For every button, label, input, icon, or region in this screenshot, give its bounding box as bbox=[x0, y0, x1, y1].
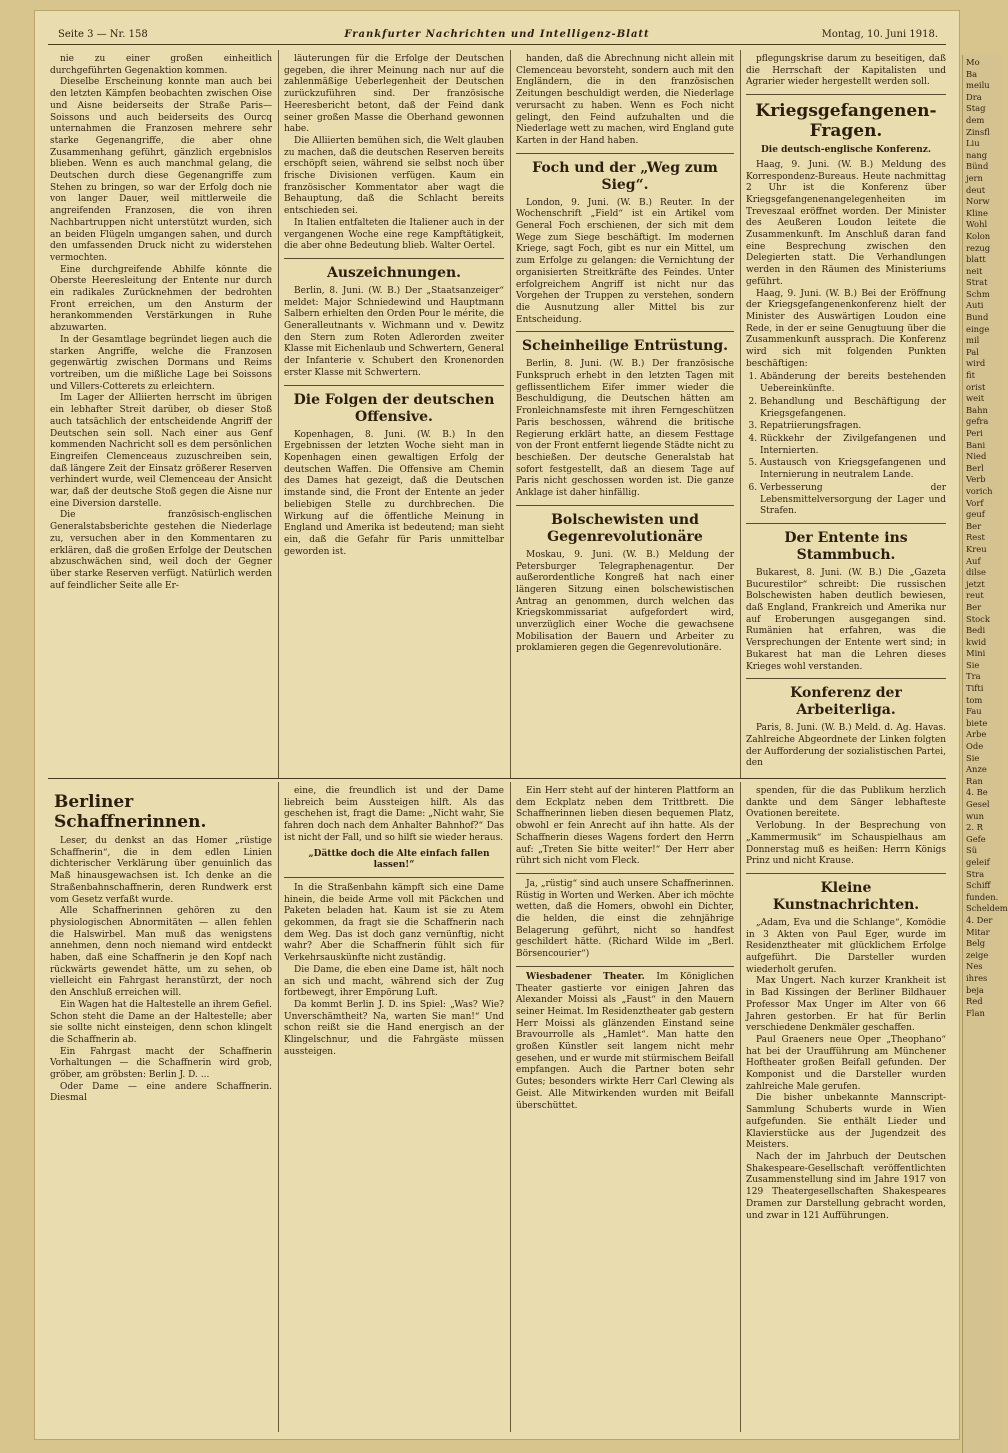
edge-fragment-line: Mo bbox=[966, 57, 980, 67]
header-date: Montag, 10. Juni 1918. bbox=[821, 29, 938, 40]
section-heading-foch: Foch und der „Weg zum Sieg“. bbox=[532, 159, 718, 193]
edge-fragment-line: Verb bbox=[966, 474, 986, 485]
edge-fragment-line: Tra bbox=[966, 671, 981, 682]
edge-fragment-line: Ber bbox=[966, 601, 982, 612]
edge-fragment-line: Stag bbox=[966, 103, 986, 114]
article-paragraph: London, 9. Juni. (W. B.) Reuter. In der Wochenschrift „Field“ ist ein Artikel vom General Foch erschienen, der sich mit dem Wege zum Siege beschäftigt. Im modernen Kriege, sagt Foch, gibt es nur ein Mittel, um zum Erfolge zu gelangen: die Vernichtung der organisierten Streitkräfte des Feindes. Unter erfolgreichem Angriff ist nicht nur das Vorgehen der Truppen zu verstehen, sondern die Ausnutzung aller Mittel bis zur Entscheidung. bbox=[516, 197, 734, 325]
section-heading-offensive: Die Folgen der deutschen Offensive. bbox=[293, 391, 495, 425]
edge-fragment-line: 2. R bbox=[966, 822, 983, 833]
news-item: Nach der im Jahrbuch der Deutschen Shakespeare-Gesellschaft veröffentlichten Zusammenstellung sind im Jahre 1917 von 129 Theatergesellschaften Shakespeares Dramen zur Darstellung gebracht worden, und zwar in 121 Aufführungen. bbox=[746, 1151, 946, 1221]
divider bbox=[746, 523, 946, 524]
article-paragraph: spenden, für die das Publikum herzlich dankte und dem Sänger lebhafteste Ovationen bereitete. bbox=[746, 786, 946, 820]
edge-fragment-line: Stock bbox=[966, 613, 990, 624]
article-column-1 bbox=[50, 54, 272, 774]
edge-fragment-line: Peri bbox=[966, 428, 983, 438]
article-paragraph: Alle Schaffnerinnen gehören zu den physiologischen Abnormitäten — allen fehlen die Halswirbel. Man muß das wenigstens annehmen, denn noch niemand wird entdeckt haben, daß eine Schaffnerin je den Kopf nach rückwärts gewendet hätte, um zu sehen, ob vielleicht ein Fahrgast heranstürzt, der noch den Anschluß erreichen will. bbox=[50, 906, 272, 999]
divider bbox=[284, 258, 504, 259]
news-item: Die bisher unbekannte Mannscript-Sammlung Schuberts wurde in Wien aufgefunden. Sie enthält Lieder und Klavierstücke aus der Jugendzeit des Meisters. bbox=[746, 1093, 946, 1151]
edge-fragment-line: ihres bbox=[966, 972, 988, 983]
edge-fragment-line: Anze bbox=[966, 764, 987, 775]
article-paragraph: pflegungskrise darum zu beseitigen, daß die Herrschaft der Kapitalisten und Agrarier wieder hergestellt werden soll. bbox=[746, 54, 946, 88]
edge-fragment-line: Sie bbox=[966, 659, 980, 670]
edge-fragment-line: Mitar bbox=[966, 926, 990, 937]
feuilleton-column-2 bbox=[284, 786, 504, 1432]
section-heading-entruestung: Scheinheilige Entrüstung. bbox=[521, 338, 729, 355]
article-column-2 bbox=[284, 54, 504, 774]
edge-fragment-line: reut bbox=[966, 590, 984, 601]
edge-fragment-line: fit bbox=[966, 370, 975, 381]
news-item: Paul Graeners neue Oper „Theophano“ hat bei der Uraufführung am Münchener Hoftheater großen Beifall gefunden. Der Komponist und die Darsteller wurden zahlreiche Male gerufen. bbox=[746, 1034, 946, 1092]
edge-fragment-line: Auti bbox=[966, 300, 984, 311]
edge-fragment-line: Bahn bbox=[966, 404, 988, 415]
section-heading-stammbuch: Der Entente ins Stammbuch. bbox=[784, 529, 908, 563]
article-paragraph: Berlin, 8. Juni. (W. B.) Der „Staatsanzeiger“ meldet: Major Schniedewind und Hauptmann Salbern erhielten den Orden Pour le mérite, die Generalleutnants v. Wichmann und v. Dewitz den Stern zum Roten Adlerorden zweiter Klasse mit Eichenlaub und Schwertern, General der Infanterie v. Schubert den Kronenorden erster Klasse mit Schwertern. bbox=[284, 285, 504, 378]
edge-fragment-line: dilse bbox=[966, 567, 986, 578]
edge-fragment-line: neit bbox=[966, 265, 983, 276]
column-rule bbox=[278, 782, 279, 1432]
edge-fragment-line: biete bbox=[966, 717, 988, 728]
edge-fragment-line: Nes bbox=[966, 961, 983, 972]
article-paragraph: Paris, 8. Juni. (W. B.) Meld. d. Ag. Havas. Zahlreiche Abgeordnete der Linken folgten der Aufforderung der sozialistischen Partei, den bbox=[746, 723, 946, 769]
conference-points-list bbox=[760, 372, 946, 517]
edge-fragment-line: jern bbox=[966, 172, 983, 183]
news-item: „Adam, Eva und die Schlange“, Komödie in 3 Akten von Paul Eger, wurde im Residenztheater mit glücklichem Erfolge aufgeführt. Die Darsteller wurden wiederholt gerufen. bbox=[746, 917, 946, 975]
edge-fragment-line: Wohl bbox=[966, 219, 988, 230]
edge-fragment-line: Schiff bbox=[966, 880, 991, 891]
article-paragraph: Die Dame, die eben eine Dame ist, hält noch an sich und macht, während sich der Zug fortbewegt, ihrer Empörung Luft. bbox=[284, 964, 504, 999]
edge-fragment-line: wird bbox=[966, 358, 986, 369]
section-heading-arbeiterliga: Konferenz der Arbeiterliga. bbox=[790, 685, 902, 719]
article-paragraph: Die Alliierten bemühen sich, die Welt glauben zu machen, daß die deutschen Reserven bereits erschöpft seien, während sie selbst noch über frische Divisionen verfügen. Kaum ein französischer Kommentator aber wagt die Behauptung, daß die Schlacht bereits entschieden sei. bbox=[284, 135, 504, 217]
edge-fragment-line: Scheldem bbox=[966, 903, 1008, 914]
article-column-4 bbox=[746, 54, 946, 774]
article-paragraph: Kopenhagen, 8. Juni. (W. B.) In den Ergebnissen der letzten Woche sieht man in Kopenhagen einen gewaltigen Erfolg der deutschen Waffen. Die Offensive am Chemin des Dames hat gezeigt, daß die Deutschen imstande sind, die Front der Entente an jeder beliebigen Stelle zu durchbrechen. Die Wirkung auf die öffentliche Meinung in England und Amerika ist bedeutend; man sieht ein, daß die Gefahr für Paris unmittelbar geworden ist. bbox=[284, 429, 504, 557]
edge-fragment-line: Berl bbox=[966, 462, 984, 473]
feuilleton-title: Berliner Schaffnerinnen. bbox=[54, 792, 207, 832]
page-header bbox=[48, 28, 946, 45]
article-paragraph: Ein Fahrgast macht der Schaffnerin Vorhaltungen — die Schaffnerin wird grob, gröber, am gröbsten: Berlin J. D. ... bbox=[50, 1046, 272, 1081]
adjacent-page-edge bbox=[962, 55, 1008, 1453]
divider bbox=[746, 873, 946, 874]
edge-fragment-line: vorich bbox=[966, 485, 993, 496]
edge-fragment-line: meilu bbox=[966, 80, 990, 91]
divider bbox=[284, 385, 504, 386]
article-paragraph: Ein Wagen hat die Haltestelle an ihrem Gefiel. Schon steht die Dame an der Haltestelle; aber sie sollte nicht einsteigen, denn schon klingelt die Schaffnerin ab. bbox=[50, 999, 272, 1045]
newspaper-page bbox=[34, 10, 960, 1440]
edge-fragment-line: Dra bbox=[966, 91, 982, 102]
edge-fragment-line: Ode bbox=[966, 741, 984, 752]
column-rule bbox=[510, 782, 511, 1432]
article-paragraph: Leser, du denkst an das Homer „rüstige Schaffnerin“, die in dem edlen Linien dichterischer Verklärung über genuinlich das Maß hinausgewachsen ist. Ich denke an die Straßenbahnschaffnerin, deren Rundwerk erst vom Gesetz verfaßt wurde. bbox=[50, 836, 272, 905]
edge-fragment-line: Fau bbox=[966, 706, 982, 717]
divider bbox=[516, 873, 734, 874]
article-paragraph: läuterungen für die Erfolge der Deutschen gegeben, die ihrer Meinung nach nur auf die zahlenmäßige Ueberlegenheit der Deutschen zurückzuführen sind. Der französische Heeresbericht betont, daß der Feind dank seiner großen Masse die Oberhand gewonnen habe. bbox=[284, 54, 504, 135]
article-paragraph: Da kommt Berlin J. D. ins Spiel: „Was? Wie? Unverschämtheit? Na, warten Sie man!“ Und schon reißt sie die Hand energisch an der Klingelschnur, und die Fahrgäste müssen aussteigen. bbox=[284, 999, 504, 1057]
edge-fragment-line: Stra bbox=[966, 868, 985, 879]
divider bbox=[746, 94, 946, 95]
edge-fragment-line: Norw bbox=[966, 196, 990, 207]
edge-fragment-line: Pal bbox=[966, 346, 979, 357]
article-paragraph: In die Straßenbahn kämpft sich eine Dame hinein, die beide Arme voll mit Päckchen und Paketen beladen hat. Kaum ist sie zu Atem gekommen, da fragt sie die Schaffnerin nach dem Weg. Das ist doch ganz vernünftig, nicht wahr? Aber die Schaffnerin fühlt sich für Verkehrsauskünfte nicht zuständig. bbox=[284, 882, 504, 964]
list-item: 5. Austausch von Kriegsgefangenen und Internierung in neutralem Lande. bbox=[760, 458, 946, 481]
article-paragraph: eine, die freundlich ist und der Dame liebreich beim Aussteigen hilft. Als das geschehen ist, fragt die Dame: „Nicht wahr, Sie fahren doch nach dem Anhalter Bahnhof?“ Das ist nicht der Fall, und so hilft sie wieder heraus. bbox=[284, 786, 504, 843]
article-paragraph: Moskau, 9. Juni. (W. B.) Meldung der Petersburger Telegraphenagentur. Der außerordentliche Kongreß hat nach einer längeren Sitzung einen bolschewistischen Antrag an genommen, durch welchen das Kriegskommissariat aufgefordert wird, unverzüglich einer Woche die gewachsene Mobilisation der Bauern und Arbeiter zu proklamieren gegen die Gegenrevolutionäre. bbox=[516, 549, 734, 654]
edge-fragment-line: Ba bbox=[966, 68, 978, 79]
edge-fragment-line: Kreu bbox=[966, 543, 987, 554]
edge-fragment-line: Bund bbox=[966, 312, 989, 323]
section-heading-kriegsgefangene: Kriegsgefangenen-Fragen. bbox=[755, 101, 937, 142]
divider bbox=[516, 331, 734, 332]
article-paragraph: Eine durchgreifende Abhilfe könnte die Oberste Heeresleitung der Entente nur durch ein radikales Zurücknehmen der bedrohten Front erreichen, um den Ansturm der herankommenden Verstärkungen in Ruhe abzuwarten. bbox=[50, 264, 272, 334]
article-paragraph: Bukarest, 8. Juni. (W. B.) Die „Gazeta Bucurestilor“ schreibt: Die russischen Bolschewisten haben deutlich bewiesen, daß England, Frankreich und Amerika nur auf Eroberungen ausgegangen sind. Rumänien hat erfahren, was die Versprechungen der Entente wert sind; in Bukarest hat man die Lehren dieses Krieges wohl verstanden. bbox=[746, 567, 946, 672]
edge-fragment-line: Gefe bbox=[966, 833, 986, 844]
list-item: 3. Repatriierungsfragen. bbox=[760, 421, 946, 433]
section-divider bbox=[48, 778, 946, 779]
edge-fragment-line: Liu bbox=[966, 138, 980, 149]
edge-fragment-line: geleif bbox=[966, 856, 990, 867]
header-newspaper-title: Frankfurter Nachrichten und Intelligenz-Blatt bbox=[344, 29, 650, 40]
divider bbox=[516, 153, 734, 154]
news-item: Max Ungert. Nach kurzer Krankheit ist in Bad Kissingen der Berliner Bildhauer Professor Max Unger im Alter von 66 Jahren gestorben. Er hat für Berlin verschiedene Denkmäler geschaffen. bbox=[746, 976, 946, 1034]
article-paragraph: Verlobung. In der Besprechung von „Kammermusik“ im Schauspielhaus am Donnerstag muß es heißen: Herrn Königs Prinz und nicht Krause. bbox=[746, 821, 946, 867]
edge-fragment-line: nang bbox=[966, 149, 988, 160]
edge-fragment-line: gefra bbox=[966, 416, 989, 427]
edge-fragment-line: funden. bbox=[966, 891, 999, 902]
article-paragraph: nie zu einer großen einheitlich durchgeführten Gegenaktion kommen. bbox=[50, 54, 272, 76]
article-column-3 bbox=[516, 54, 734, 774]
header-page-number: Seite 3 — Nr. 158 bbox=[58, 29, 148, 40]
article-paragraph: handen, daß die Abrechnung nicht allein mit Clemenceau bevorsteht, sondern auch mit den Engländern, die in den französischen Zeitungen beschuldigt werden, die Niederlage verursacht zu haben. Wenn es Foch nicht gelingt, den Feind aufzuhalten und die Niederlage wett zu machen, wird England gute Karten in der Hand haben. bbox=[516, 54, 734, 146]
list-item: 1. Abänderung der bereits bestehenden Uebereinkünfte. bbox=[760, 372, 946, 395]
edge-fragment-line: Nied bbox=[966, 451, 987, 462]
edge-fragment-line: Bünd bbox=[966, 161, 989, 172]
edge-fragment-line: dem bbox=[966, 114, 985, 125]
edge-fragment-line: einge bbox=[966, 323, 990, 334]
edge-fragment-line: Kolon bbox=[966, 230, 991, 241]
feuilleton-column-1 bbox=[50, 786, 272, 1432]
quote-line: „Dättke doch die Alte einfach fallen lassen!“ bbox=[308, 848, 490, 871]
edge-fragment-line: Strat bbox=[966, 277, 988, 288]
adjacent-page-fragments bbox=[963, 55, 1008, 1019]
edge-fragment-line: beja bbox=[966, 984, 984, 995]
column-rule bbox=[740, 50, 741, 778]
divider bbox=[516, 966, 734, 967]
column-rule bbox=[740, 782, 741, 1432]
feuilleton-column-4 bbox=[746, 786, 946, 1432]
column-rule bbox=[510, 50, 511, 778]
column-rule bbox=[278, 50, 279, 778]
section-heading-bolschewisten: Bolschewisten und Gegenrevolutionäre bbox=[547, 511, 703, 545]
theater-heading: Wiesbadener Theater. bbox=[526, 971, 645, 982]
edge-fragment-line: Zinsfl bbox=[966, 126, 990, 137]
edge-fragment-line: wun bbox=[966, 810, 984, 821]
list-item: 4. Rückkehr der Zivilgefangenen und Internierten. bbox=[760, 434, 946, 457]
article-paragraph: In Italien entfalteten die Italiener auch in der vergangenen Woche eine rege Kampftätigkeit, die aber ohne Bedeutung blieb. Walter Oertel. bbox=[284, 217, 504, 252]
divider bbox=[284, 877, 504, 878]
edge-fragment-line: Rest bbox=[966, 532, 985, 543]
edge-fragment-line: Ran bbox=[966, 775, 983, 786]
edge-fragment-line: tom bbox=[966, 694, 983, 705]
edge-fragment-line: kwid bbox=[966, 636, 987, 647]
edge-fragment-line: rezug bbox=[966, 242, 991, 253]
edge-fragment-line: Gesel bbox=[966, 799, 990, 809]
edge-fragment-line: zeige bbox=[966, 949, 989, 960]
edge-fragment-line: Sie bbox=[966, 752, 980, 763]
feuilleton-column-3 bbox=[516, 786, 734, 1432]
edge-fragment-line: 4. Be bbox=[966, 787, 988, 798]
edge-fragment-line: Flan bbox=[966, 1007, 985, 1018]
article-paragraph: Die französisch-englischen Generalstabsberichte gestehen die Niederlage zu, versuchen aber in den Kommentaren zu erklären, daß die großen Erfolge der Deutschen abzuschwächen sind, weil doch der Gegner über starke Reserven verfügt. Natürlich werden auf feindlicher Seite alle Er- bbox=[50, 510, 272, 591]
edge-fragment-line: Kline bbox=[966, 207, 988, 218]
edge-fragment-line: Schm bbox=[966, 288, 990, 299]
article-paragraph: Dieselbe Erscheinung konnte man auch bei den letzten Kämpfen beobachten zwischen Oise und Aisne beiderseits der Straße Paris—Soissons und auch beiderseits des Ourcq unternahmen die Franzosen mehrere sehr starke Gegenangriffe, die aber ohne Zusammenhang geführt, gänzlich ergebnislos blieben. Wenn es auch manchmal gelang, die Deutschen durch diese Gegenangriffe zum Stehen zu bringen, so war der Erfolg doch nie von langer Dauer, weil mittlerweile die angreifenden Franzosen, die von ihren Nachbartruppen nicht unterstützt wurden, sich an beiden Flügeln umgangen sahen, und durch den umfassenden Druck nicht zu widerstehen vermochten. bbox=[50, 77, 272, 263]
article-paragraph: Im Lager der Alliierten herrscht im übrigen ein lebhafter Streit darüber, ob dieser Stoß auch tatsächlich der entscheidende Angriff der Deutschen sein soll. Nach einer aus Genf kommenden Nachricht soll es dem persönlichen Eingreifen Clemenceaus zuzuschreiben sein, daß längere Zeit der Einsatz größerer Reserven verhindert wurde, weil Clemenceau der Ansicht war, daß der deutsche Stoß gegen die Aisne nur eine Diversion darstelle. bbox=[50, 393, 272, 509]
edge-fragment-line: 4. Der bbox=[966, 914, 993, 925]
divider bbox=[746, 678, 946, 679]
edge-fragment-line: Arbe bbox=[966, 729, 987, 740]
edge-fragment-line: deut bbox=[966, 184, 986, 195]
article-paragraph: Oder Dame — eine andere Schaffnerin. Diesmal bbox=[50, 1081, 272, 1104]
edge-fragment-line: blatt bbox=[966, 254, 986, 265]
section-subheading: Die deutsch-englische Konferenz. bbox=[760, 145, 931, 156]
edge-fragment-line: mil bbox=[966, 335, 980, 346]
theater-text: Im Königlichen Theater gastierte vor einigen Jahren das Alexander Moissi als „Faust“ in den Mauern seiner Heimat. Im Residenztheater gab gestern Herr Moissi als glänzenden Einstand seine Bravourrolle als „Hamlet“. Man hatte den großen Künstler seit langem nicht mehr gesehen, und er wurde mit stürmischem Beifall empfangen. Auch die Partner boten sehr Gutes; besonders wirkte Herr Carl Clewing als Geist. Alle Mitwirkenden wurden mit Beifall überschüttet. bbox=[516, 971, 734, 1111]
edge-fragment-line: Ber bbox=[966, 520, 982, 531]
section-heading-kunstnachrichten: Kleine Kunstnachrichten. bbox=[772, 879, 920, 913]
list-item: 6. Verbesserung der Lebensmittelversorgung der Lager und Strafen. bbox=[760, 483, 946, 518]
article-paragraph bbox=[516, 972, 734, 1112]
edge-fragment-line: Red bbox=[966, 996, 983, 1007]
edge-fragment-line: Sü bbox=[966, 845, 978, 856]
edge-fragment-line: orist bbox=[966, 381, 986, 392]
edge-fragment-line: jetzt bbox=[966, 578, 985, 589]
section-heading-auszeichnungen: Auszeichnungen. bbox=[326, 264, 462, 281]
edge-fragment-line: Bani bbox=[966, 439, 986, 450]
article-paragraph: Ja, „rüstig“ sind auch unsere Schaffnerinnen. Rüstig in Worten und Werken. Aber ich möchte wetten, daß die Homers, obwohl ein Dichter, die helden, die einst die zehnjährige Belagerung geführt, nicht so handfest geschildert hätte. (Richard Wilde im „Berl. Börsencourier“) bbox=[516, 878, 734, 960]
article-paragraph: Haag, 9. Juni. (W. B.) Bei der Eröffnung der Kriegsgefangenenkonferenz hielt der Minister des Auswärtigen Loudon eine Rede, in der er seine Genugtuung über die Zusammenkunft aussprach. Die Konferenz wird sich mit folgenden Punkten beschäftigen: bbox=[746, 288, 946, 369]
edge-fragment-line: geuf bbox=[966, 509, 985, 520]
article-paragraph: Haag, 9. Juni. (W. B.) Meldung des Korrespondenz-Bureaus. Heute nachmittag 2 Uhr ist die Konferenz über Kriegsgefangenenangelegenheiten im Treveszaal eröffnet worden. Der Minister des Aeußeren Loudon leitete die Zusammenkunft. Im Anschluß daran fand eine Besprechung zwischen den Delegierten statt. Die Verhandlungen werden in den Räumen des Ministeriums geführt. bbox=[746, 159, 946, 287]
edge-fragment-line: Auf bbox=[966, 555, 981, 566]
edge-fragment-line: Belg bbox=[966, 938, 986, 949]
edge-fragment-line: Tifti bbox=[966, 683, 984, 694]
edge-fragment-line: Vorf bbox=[966, 497, 984, 508]
article-paragraph: In der Gesamtlage begründet liegen auch die starken Angriffe, welche die Franzosen gegenwärtig zwischen Dormans und Reims vortreiben, um die mißliche Lage bei Soissons und Villers-Cotterets zu erleichtern. bbox=[50, 334, 272, 392]
list-item: 2. Behandlung und Beschäftigung der Kriegsgefangenen. bbox=[760, 397, 946, 420]
edge-fragment-line: Bedi bbox=[966, 625, 986, 636]
edge-fragment-line: weit bbox=[966, 393, 985, 404]
article-paragraph: Ein Herr steht auf der hinteren Plattform an dem Eckplatz neben dem Trittbrett. Die Schaffnerinnen lieben diesen bequemen Platz, obwohl er fein Anrecht auf ihn hatte. Als der Schaffnerin dieses Wagens fordert den Herrn auf: „Treten Sie bitte weiter!“ Der Herr aber rührt sich nicht vom Fleck. bbox=[516, 786, 734, 867]
article-paragraph: Berlin, 8. Juni. (W. B.) Der französische Funkspruch erhebt in den letzten Tagen mit geflissentlichem Eifer immer wieder die Beschuldigung, die Deutschen hätten am Fronleichnamsfeste mit ihren Ferngeschützen Paris beschossen, während die britische Regierung erklärt hatte, an diesem Festtage von der Front entfernt liegende Städte nicht zu beschießen. Der deutsche Generalstab hat sofort festgestellt, daß an diesem Tage auf Paris nicht geschossen worden ist. Die ganze Anklage ist daher hinfällig. bbox=[516, 359, 734, 499]
edge-fragment-line: Mini bbox=[966, 648, 986, 659]
divider bbox=[516, 505, 734, 506]
